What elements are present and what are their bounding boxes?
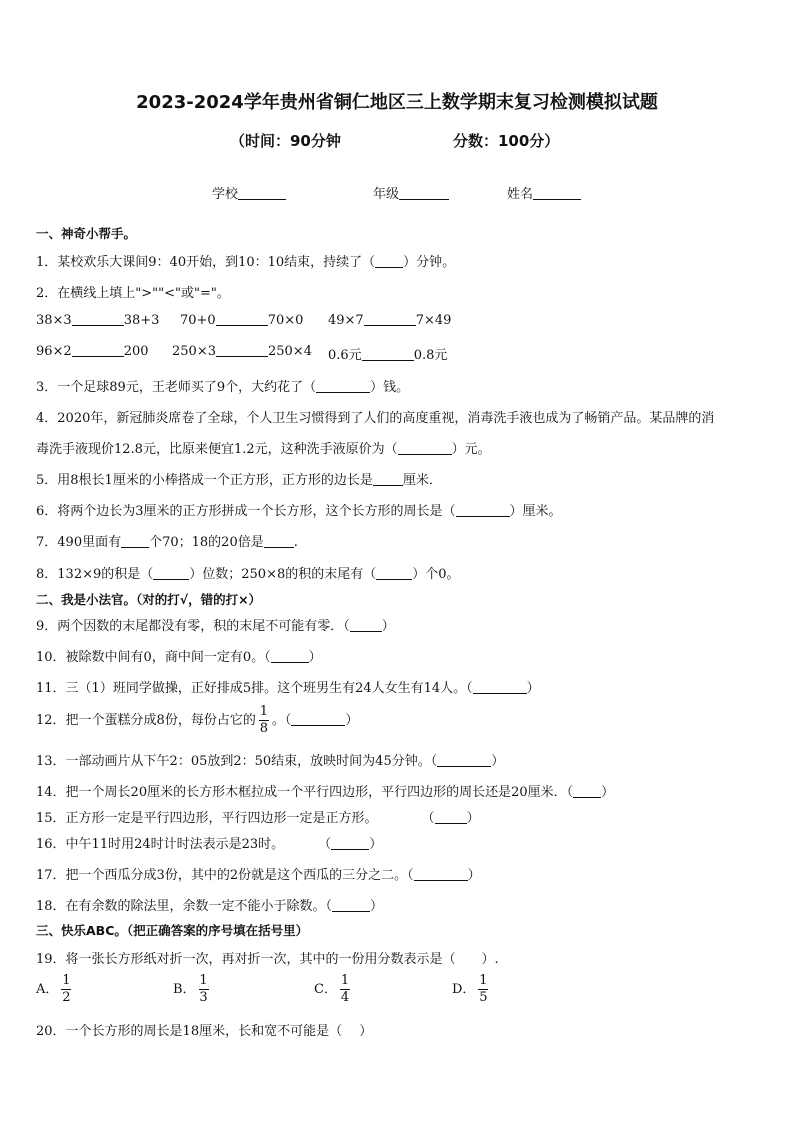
time-label: （时间：90分钟: [230, 132, 341, 150]
option-c[interactable]: C． $\frac{1}{4}$: [314, 973, 350, 1005]
answer-blank[interactable]: [291, 713, 345, 726]
name-label: 姓名: [507, 187, 534, 202]
question-9: 9．两个因数的末尾都没有零，积的末尾不可能有零．（ ）: [36, 619, 395, 634]
score-label: 分数：100分）: [453, 132, 560, 150]
answer-blank[interactable]: [373, 473, 403, 486]
question-5: 5．用8根长1厘米的小棒搭成一个正方形，正方形的边长是 厘米．: [36, 473, 442, 488]
question-8: 8．132×9的积是（ ）位数；250×8的积的末尾有（ ）个0。: [36, 567, 460, 582]
question-12: 12．把一个蛋糕分成8份，每份占它的 $\frac{1}{8}$ 。（ ）: [36, 704, 359, 736]
section-3-heading: 三、快乐ABC。（把正确答案的序号填在括号里）: [36, 923, 309, 938]
answer-blank[interactable]: [332, 899, 370, 912]
answer-blank[interactable]: [414, 868, 468, 881]
compare-item: 49×7 7×49: [328, 313, 452, 328]
grade-blank[interactable]: [399, 187, 449, 200]
answer-blank[interactable]: [362, 348, 414, 361]
section-2-heading: 二、我是小法官。（对的打√，错的打×）: [36, 592, 262, 607]
question-15: 15．正方形一定是平行四边形，平行四边形一定是正方形。 （ ）: [36, 811, 480, 826]
answer-blank[interactable]: [437, 754, 491, 767]
question-16: 16．中午11时用24时计时法表示是23时。 （ ）: [36, 837, 383, 852]
answer-blank[interactable]: [398, 442, 452, 455]
option-d[interactable]: D． $\frac{1}{5}$: [452, 973, 488, 1005]
name-field[interactable]: [507, 183, 581, 202]
answer-blank[interactable]: [456, 504, 510, 517]
question-14: 14．把一个周长20厘米的长方形木框拉成一个平行四边形，平行四边形的周长还是20厘米．（ ）: [36, 785, 615, 800]
section-1-heading: 一、神奇小帮手。: [36, 226, 137, 241]
compare-item: 70+0 70×0: [180, 313, 304, 328]
answer-blank[interactable]: [350, 619, 382, 632]
question-3: 3．一个足球89元，王老师买了9个，大约花了（ ）钱。: [36, 380, 410, 395]
question-4-line-2: 毒洗手液现价12.8元，比原来便宜1.2元，这种洗手液原价为（ ）元。: [36, 442, 491, 457]
compare-item: 250×3 250×4: [172, 344, 312, 359]
question-13: 13．一部动画片从下午2：05放到2：50结束，放映时间为45分钟。（ ）: [36, 754, 505, 769]
school-blank[interactable]: [238, 187, 286, 200]
answer-blank[interactable]: [72, 344, 124, 357]
compare-item: 0.6元 0.8元: [328, 348, 448, 363]
page-title: 2023-2024学年贵州省铜仁地区三上数学期末复习检测模拟试题: [136, 92, 658, 113]
answer-blank[interactable]: [316, 380, 370, 393]
school-label: 学校: [212, 187, 239, 202]
answer-blank[interactable]: [364, 313, 416, 326]
answer-blank[interactable]: [331, 837, 369, 850]
question-10: 10．被除数中间有0，商中间一定有0。（ ）: [36, 650, 322, 665]
answer-blank[interactable]: [473, 681, 527, 694]
fraction: $\frac{1}{8}$: [259, 704, 268, 736]
question-2: 2．在横线上填上">""<"或"="。: [36, 286, 230, 301]
option-b[interactable]: B． $\frac{1}{3}$: [173, 973, 208, 1005]
answer-blank[interactable]: [216, 313, 268, 326]
question-4-line-1: 4．2020年，新冠肺炎席卷了全球，个人卫生习惯得到了人们的高度重视，消毒洗手液也成为了畅销产品。某品牌的消: [36, 411, 715, 426]
answer-blank[interactable]: [72, 313, 124, 326]
question-6: 6．将两个边长为3厘米的正方形拼成一个长方形，这个长方形的周长是（ ）厘米。: [36, 504, 562, 519]
question-20: 20．一个长方形的周长是18厘米，长和宽不可能是（ ）: [36, 1024, 373, 1039]
answer-blank[interactable]: [121, 535, 149, 548]
compare-item: 38×3 38+3: [36, 313, 160, 328]
answer-blank[interactable]: [264, 535, 294, 548]
answer-blank[interactable]: [216, 344, 268, 357]
question-18: 18．在有余数的除法里，余数一定不能小于除数。（ ）: [36, 899, 384, 914]
question-11: 11．三（1）班同学做操，正好排成5排。这个班男生有24人女生有14人。（ ）: [36, 681, 540, 696]
option-a[interactable]: A． $\frac{1}{2}$: [36, 973, 71, 1005]
school-field[interactable]: [212, 183, 286, 202]
compare-item: 96×2 200: [36, 344, 149, 359]
question-1: 1．某校欢乐大课间9：40开始，到10：10结束，持续了（ ）分钟。: [36, 255, 456, 270]
answer-blank[interactable]: [375, 255, 403, 268]
answer-blank[interactable]: [573, 785, 601, 798]
question-7: 7．490里面有 个70；18的20倍是 .: [36, 535, 298, 550]
answer-blank[interactable]: [376, 567, 412, 580]
name-blank[interactable]: [533, 187, 581, 200]
grade-label: 年级: [373, 187, 400, 202]
answer-blank[interactable]: [153, 567, 189, 580]
grade-field[interactable]: [373, 183, 449, 202]
answer-blank[interactable]: [271, 650, 309, 663]
answer-blank[interactable]: [435, 811, 467, 824]
question-19: 19．将一张长方形纸对折一次，再对折一次，其中的一份用分数表示是（ ）.: [36, 952, 499, 967]
question-17: 17．把一个西瓜分成3份，其中的2份就是这个西瓜的三分之二。（ ）: [36, 868, 481, 883]
